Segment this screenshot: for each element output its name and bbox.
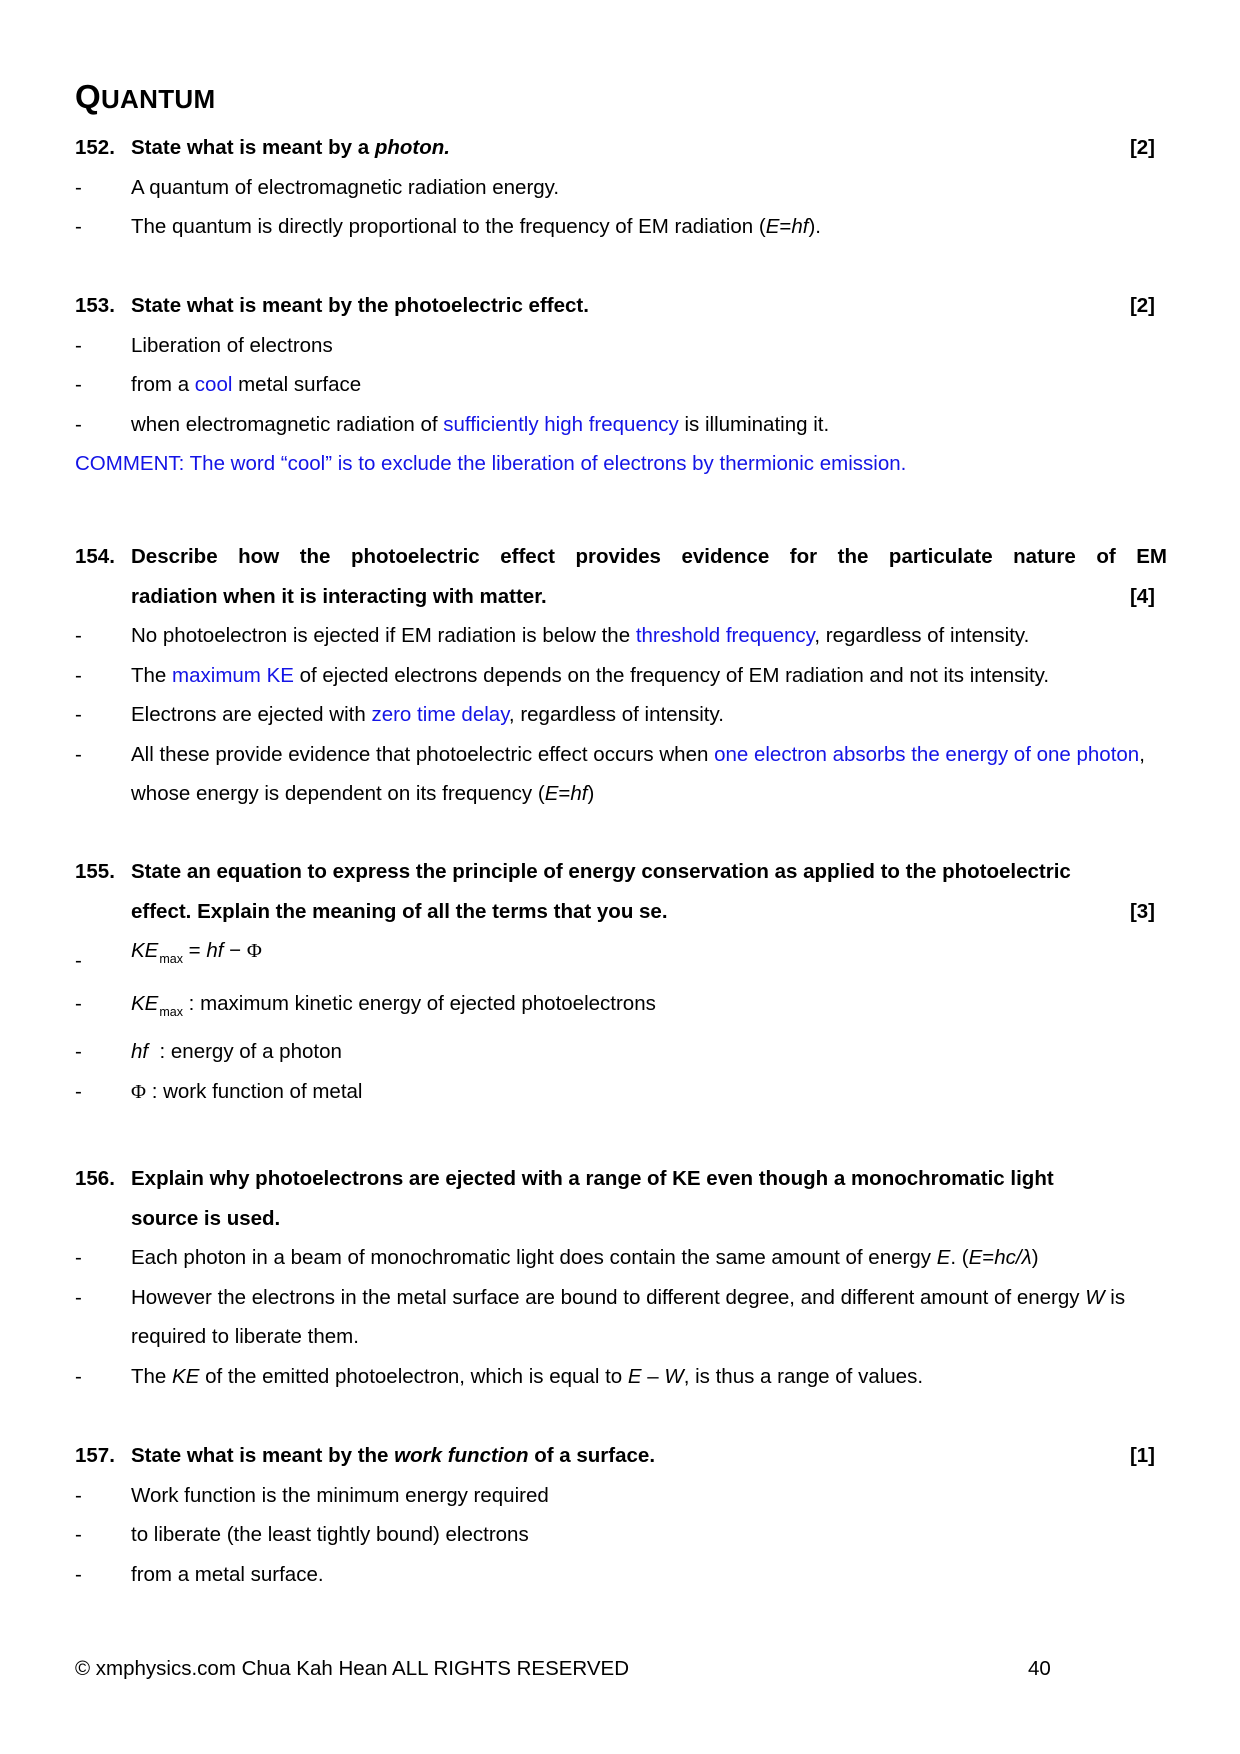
italic-text: photon. [374,136,450,159]
question-text-c: even though a monochromatic light [700,1167,1054,1190]
answer-list [75,168,1167,247]
bullet-dash: - [75,949,82,972]
bullet-dash: - [75,333,82,357]
equation-phi: Φ [246,940,262,962]
text-run: of a surface. [528,1444,656,1467]
answer-list [75,616,1167,814]
answer-text [131,176,559,199]
question-text [131,294,589,317]
term-symbol: hf [131,1040,149,1063]
bullet-dash: - [75,412,82,436]
text-run: State what is meant by the photoelectric effect. [131,294,589,317]
term-description: : maximum kinetic energy of ejected photoelectrons [182,991,656,1015]
bullet-dash: - [75,1364,82,1388]
question-text-line2: effect. Explain the meaning of all the terms that you se. [131,899,668,923]
highlighted-text: threshold frequency [635,624,815,647]
page-number: 40 [1028,1657,1051,1680]
text-run: is illuminating it. [678,412,830,436]
question-text [131,136,450,159]
text-run: ) [1031,1246,1039,1269]
answer-text [131,1523,529,1546]
italic-text: W [664,1364,684,1388]
text-run: = [779,215,792,238]
question-number: 152. [75,136,115,159]
bullet-dash: - [75,1285,82,1309]
text-run: ). [808,215,822,238]
answer-text [131,1365,923,1388]
term-description: : energy of a photon [153,1040,342,1063]
answer-item [75,1555,1167,1595]
text-run: State what is meant by a [131,136,375,159]
text-run: Electrons are ejected with [131,703,372,726]
question-heading [75,286,1167,326]
answer-item [75,695,1167,735]
text-run: to liberate (the least tightly bound) electrons [131,1523,529,1546]
bullet-dash: - [75,663,82,687]
question-heading [75,128,1167,168]
question-heading-cont [75,577,1167,617]
text-run: – [641,1364,665,1388]
question-heading [75,537,1167,577]
answer-item [75,1476,1167,1516]
answer-text [131,624,1029,647]
highlighted-text: maximum KE [172,663,294,687]
question-155 [75,852,1167,1112]
marks-badge: [1] [1129,1444,1155,1467]
answer-item [75,1515,1167,1555]
highlighted-text: cool [194,373,233,396]
answer-text [131,1286,1125,1349]
question-number: 155. [75,860,115,883]
question-text-line2: source is used. [131,1206,281,1230]
question-number: 154. [75,545,115,568]
answer-text [131,215,821,238]
footer-copyright: © xmphysics.com Chua Kah Hean ALL RIGHTS RESERVED [75,1657,630,1680]
section-title [75,78,215,116]
equation-minus: − [223,939,247,962]
question-heading [75,1436,1167,1476]
italic-text: E [544,782,559,805]
text-run: Each photon in a beam of monochromatic light does contain the same amount of energy [131,1246,937,1269]
marks-badge: [2] [1129,136,1155,159]
italic-text: E [627,1364,642,1388]
equation-equals: = [182,939,207,962]
answer-list [75,326,1167,445]
bullet-dash: - [75,1040,82,1063]
italic-text: hf [570,782,588,805]
marks-badge: [3] [1129,899,1155,923]
answer-list [75,1238,1167,1396]
answer-item [75,207,1167,247]
question-153 [75,286,1167,484]
answer-item [75,168,1167,208]
question-heading [75,852,1167,892]
section-title-rest: UANTUM [100,84,216,114]
answer-text [131,1563,324,1586]
section-title-initial: Q [75,78,101,115]
question-156 [75,1159,1167,1396]
text-run: A quantum of electromagnetic radiation energy. [131,175,560,199]
text-run: ) [587,782,595,805]
text-run: from a metal surface. [131,1562,324,1586]
answer-item [75,616,1167,656]
bullet-dash: - [75,215,82,238]
highlighted-text: sufficiently high frequency [443,412,679,436]
text-run: The [131,1364,173,1388]
question-text-ke: KE [672,1167,701,1190]
answer-item [75,326,1167,366]
text-run: metal surface [232,373,362,396]
question-number: 153. [75,294,115,317]
italic-text: E [968,1246,983,1269]
answer-text [131,1484,549,1507]
text-run: The quantum is directly proportional to the frequency of EM radiation ( [131,215,766,238]
question-number: 157. [75,1444,115,1467]
text-run: when electromagnetic radiation of [131,412,444,436]
question-157 [75,1436,1167,1594]
bullet-dash: - [75,624,82,647]
answer-item [75,405,1167,445]
text-run: All these provide evidence that photoelectric effect occurs when [131,742,715,766]
marks-badge: [2] [1129,294,1155,317]
question-heading [75,1159,1167,1199]
bullet-dash: - [75,991,82,1015]
highlighted-text: zero time delay [371,703,509,726]
term-row [75,984,1167,1027]
term-symbol: KE [131,991,159,1015]
term-symbol: Φ [131,1080,146,1103]
answer-text [131,664,1049,687]
answer-text [131,334,333,357]
italic-text: work function [394,1444,529,1467]
marks-badge: [4] [1129,584,1155,608]
bullet-dash: - [75,742,82,766]
answer-item [75,656,1167,696]
italic-text: hc/λ [994,1246,1032,1269]
question-heading-cont [75,892,1167,932]
question-text-a: Explain why photoelectrons are ejected with a range of [131,1167,673,1190]
equation-hf: hf [206,939,224,962]
text-run: Work function is the minimum energy required [131,1483,549,1507]
answer-text [131,743,1145,806]
text-run: of the emitted photoelectron, which is equal to [199,1364,628,1388]
bullet-dash: - [75,175,82,199]
bullet-dash: - [75,1483,82,1507]
answer-item [75,365,1167,405]
question-number: 156. [75,1167,115,1190]
text-run: State what is meant by the [131,1444,395,1467]
text-run: , whose energy is dependent on its frequency ( [131,742,1145,805]
answer-list [75,1476,1167,1595]
italic-text: E [765,215,780,238]
question-152 [75,128,1167,247]
text-run: from a [131,373,195,396]
italic-text: E [936,1246,951,1269]
question-text-line2: radiation when it is interacting with matter. [131,584,547,608]
question-text-line1: State an equation to express the principle of energy conservation as applied to the photoelectric [131,860,1071,883]
bullet-dash: - [75,1523,82,1546]
answer-item [75,1238,1167,1278]
italic-text: KE [172,1364,200,1388]
term-row [75,1072,1167,1113]
question-154 [75,537,1167,814]
highlighted-text: one electron absorbs the energy of one photon [714,742,1140,766]
text-run: The [131,663,173,687]
answer-item [75,1357,1167,1397]
text-run: is required to liberate them. [131,1285,1126,1348]
italic-text: hf [791,215,809,238]
bullet-dash: - [75,373,82,396]
bullet-dash: - [75,1079,82,1103]
question-heading-cont [75,1199,1167,1239]
comment-note: COMMENT: The word “cool” is to exclude the liberation of electrons by thermionic emission. [75,452,907,475]
text-run: No photoelectron is ejected if EM radiation is below the [131,624,636,647]
term-subscript: max [159,1004,183,1019]
equation-row [75,931,1167,974]
text-run: Liberation of electrons [131,333,333,357]
question-text [131,1444,655,1467]
term-row [75,1032,1167,1072]
text-run: = [982,1246,995,1269]
text-run: , regardless of intensity. [508,703,724,726]
answer-item [75,735,1167,814]
bullet-dash: - [75,1562,82,1586]
text-run: However the electrons in the metal surface are bound to different degree, and different amount of energy [131,1285,1086,1309]
italic-text: W [1085,1285,1105,1309]
equation-subscript: max [159,952,183,966]
answer-text [131,413,829,436]
text-run: , is thus a range of values. [683,1364,924,1388]
bullet-dash: - [75,703,82,726]
equation-ke: KE [131,939,159,962]
answer-text [131,1246,1039,1269]
term-description: : work function of metal [146,1079,363,1103]
answer-text [131,703,724,726]
question-text-line1: Describe how the photoelectric effect provides evidence for the particulate nature of EM [131,545,1167,568]
text-run: . ( [950,1246,969,1269]
answer-item [75,1278,1167,1357]
answer-text [131,373,361,396]
text-run: = [558,782,571,805]
text-run: , regardless of intensity. [814,624,1030,647]
text-run: of ejected electrons depends on the frequency of EM radiation and not its intensity. [293,663,1050,687]
bullet-dash: - [75,1246,82,1269]
